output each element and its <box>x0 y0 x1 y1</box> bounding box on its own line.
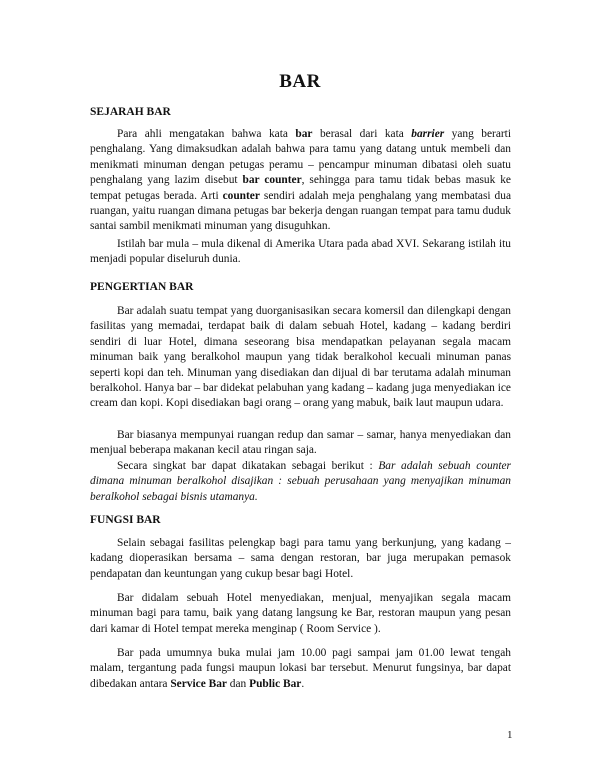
paragraph-pengertian-3 <box>90 459 511 505</box>
paragraph-sejarah-2: Istilah bar mula – mula dikenal di Amerika Utara pada abad XVI. Sekarang istilah itu menjadi popular diseluruh dunia. <box>90 238 511 266</box>
bold-term-bar: bar <box>295 128 313 140</box>
paragraph-fungsi-3 <box>90 646 511 692</box>
italic-definition: Bar adalah sebuah counter dimana minuman beralkohol disajikan : sebuah perusahaan yang menyajikan minuman beralkohol sebagai bisnis utamanya. <box>90 460 511 503</box>
text-segment: Secara singkat bar dapat dikatakan sebagai berikut : <box>117 460 379 472</box>
bold-term-public-bar: Public Bar <box>249 677 302 690</box>
bold-term-service-bar: Service Bar <box>170 677 227 690</box>
text-segment: berasal dari kata <box>312 128 412 140</box>
text-segment: . <box>301 677 305 690</box>
bold-term-bar-counter: bar counter <box>242 174 302 187</box>
text-segment: Para ahli mengatakan bahwa kata <box>117 128 296 140</box>
text-segment: sendiri adalah meja penghalang yang membatasi dua ruangan, yaitu ruangan dimana petugas bar bekerja dengan ruangan tempat para tamu duduk santai sambil menikmati minuman yang disuguhkan. <box>90 189 511 233</box>
text-segment: , sehingga para tamu tidak bebas masuk ke tempat petugas berada. Arti <box>90 174 511 202</box>
text-segment: dan <box>226 677 250 690</box>
text-segment: yang berarti penghalang. Yang dimaksudkan adalah bahwa para tamu yang datang untuk membeli dan menikmati minuman dengan petugas peramu – pencampur minuman dibatasi oleh suatu penghalang yang lazim disebut <box>90 128 511 187</box>
heading-pengertian-bar: PENGERTIAN BAR <box>90 281 194 293</box>
heading-fungsi-bar: FUNGSI BAR <box>90 514 161 526</box>
paragraph-sejarah-1 <box>90 127 511 235</box>
paragraph-pengertian-1: Bar adalah suatu tempat yang duorganisasikan secara komersil dan dilengkapi dengan fasilitas yang memadai, terdapat baik di dalam sebuah Hotel, kadang – kadang berdiri sendiri di luar Hotel, dimana seseorang bisa mendapatkan pelayanan segala macam minuman baik yang beralkohol maupun yang tidak beralkohol kecuali minuman panas seperti kopi dan teh. Minuman yang disediakan dan dijual di bar terutama adalah minuman beralkohol. Hanya bar – bar didekat pelabuhan yang kadang – kadang juga menyediakan ice cream dan kopi. Kopi disediakan bagi orang – orang yang mabuk, baik laut maupun udara. <box>90 305 511 410</box>
text-segment: Bar pada umumnya buka mulai jam 10.00 pagi sampai jam 01.00 lewat tengah malam, tergantung pada fungsi maupun lokasi bar tersebut. Menurut fungsinya, bar dapat dibedakan antara <box>90 647 511 690</box>
paragraph-fungsi-1: Selain sebagai fasilitas pelengkap bagi para tamu yang berkunjung, yang kadang – kadang dioperasikan bersama – sama dengan restoran, bar juga merupakan pemasok pendapatan dan keuntungan yang cukup besar bagi Hotel. <box>90 537 511 580</box>
paragraph-fungsi-2: Bar didalam sebuah Hotel menyediakan, menjual, menyajikan segala macam minuman bagi para tamu, baik yang datang langsung ke Bar, restoran maupun yang pesan dari kamar di Hotel tempat mereka menginap ( Room Service ). <box>90 592 511 635</box>
paragraph-pengertian-2: Bar biasanya mempunyai ruangan redup dan samar – samar, hanya menyediakan dan menjual beberapa makanan kecil atau ringan saja. <box>90 429 511 457</box>
heading-sejarah-bar: SEJARAH BAR <box>90 106 171 118</box>
bold-term-counter: counter <box>222 189 260 202</box>
bold-italic-term-barrier: barrier <box>411 128 445 140</box>
page-number: 1 <box>507 729 513 741</box>
page-title: BAR <box>279 71 321 92</box>
